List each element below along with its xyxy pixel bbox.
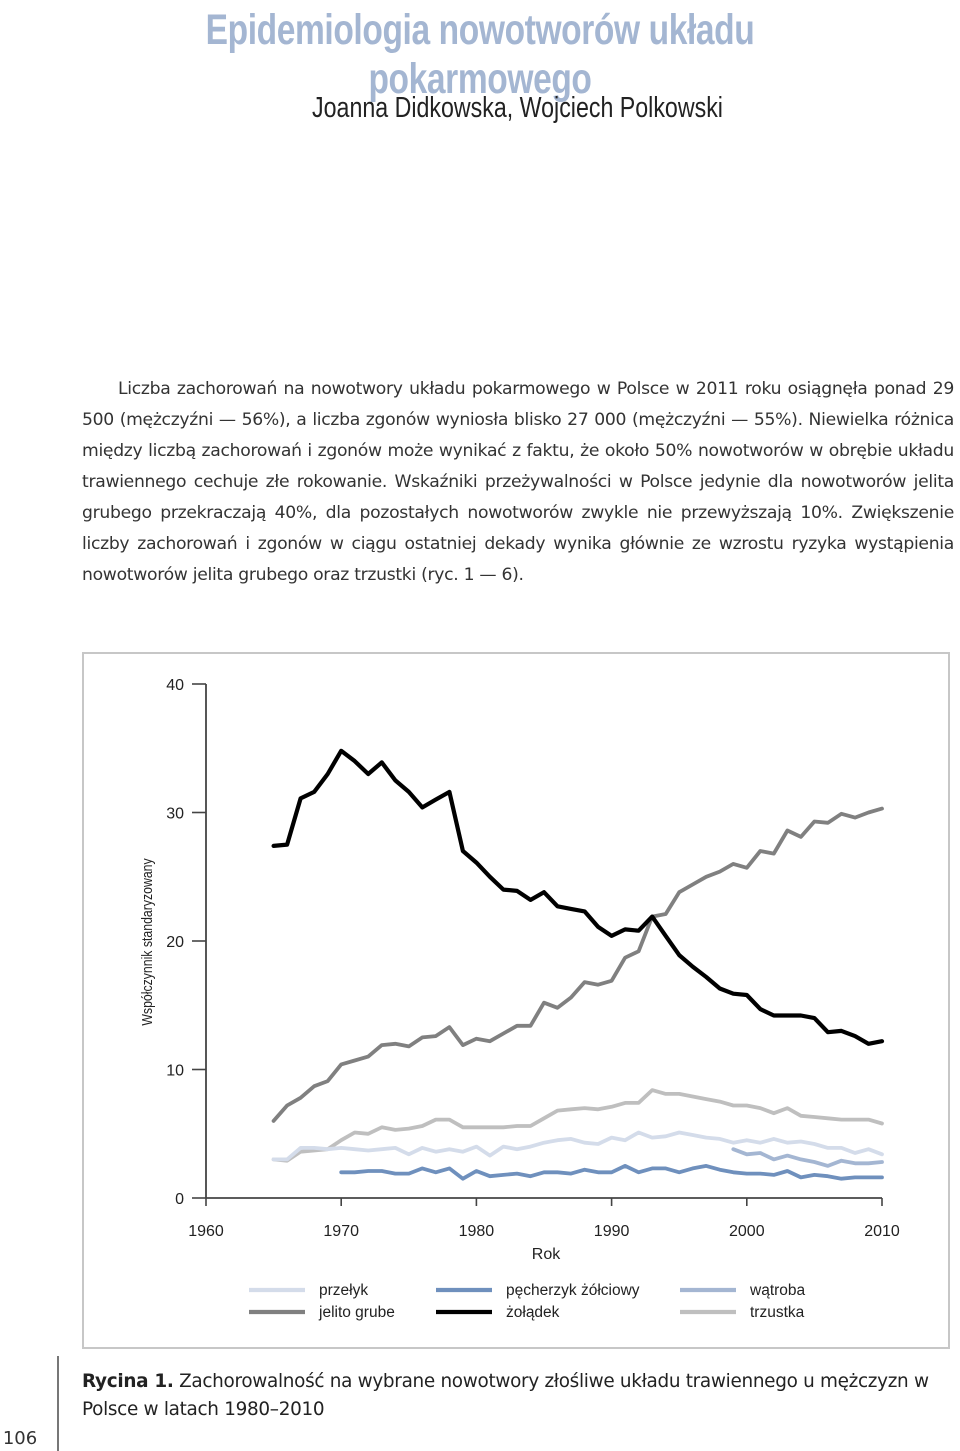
x-tick-label: 1960: [188, 1223, 224, 1240]
y-tick-label: 20: [166, 934, 184, 951]
y-tick-label: 30: [166, 805, 184, 823]
page-number: 106: [2, 1428, 38, 1449]
legend-label: jelito grube: [319, 1304, 395, 1321]
series-line-pęcherzyk-żółciowy: [341, 1166, 882, 1179]
x-tick-label: 2010: [864, 1223, 900, 1240]
series-line-żołądek: [274, 751, 882, 1044]
x-tick-label: 1970: [323, 1223, 359, 1240]
margin-rule: [57, 1356, 59, 1451]
y-tick-label: 0: [175, 1191, 184, 1208]
series-line-jelito-grube: [274, 809, 882, 1121]
caption-label: Rycina 1.: [82, 1371, 174, 1392]
figure-caption: [82, 1368, 942, 1424]
body-paragraph: Liczba zachorowań na nowotwory układu pokarmowego w Polsce w 2011 roku osiągnęła ponad 29 500 (mężczyźni — 56%), a liczba zgonów wyniosła blisko 27 000 (mężczyźni — 55%). Niewielka różnica między liczbą zachorowań i zgonów może wynikać z faktu, że około 50% nowotworów w obrębie układu trawiennego cechuje złe rokowanie. Wskaźniki przeżywalności w Polsce jedynie dla nowotworów jelita grubego przekraczają 40%, dla pozostałych nowotworów zwykle nie przewyższają 10%. Zwiększenie liczby zachorowań i zgonów w ciągu ostatniej dekady wynika głównie ze wzrostu ryzyka wystąpienia nowotworów jelita grubego oraz trzustki (ryc. 1 — 6).: [82, 379, 954, 585]
x-axis-label: Rok: [531, 1246, 561, 1263]
legend-label: wątroba: [750, 1282, 806, 1299]
line-chart: [84, 654, 948, 1347]
caption-text: Zachorowalność na wybrane nowotwory złośliwe układu trawiennego u mężczyzn w Polsce w latach 1980–2010: [82, 1371, 929, 1420]
document-authors: Joanna Didkowska, Wojciech Polkowski: [312, 92, 723, 124]
y-tick-label: 40: [166, 677, 184, 694]
x-tick-label: 1980: [458, 1223, 495, 1240]
legend-label: pęcherzyk żółciowy: [506, 1282, 640, 1299]
legend-label: przełyk: [319, 1282, 369, 1299]
x-tick-label: 2000: [729, 1223, 765, 1240]
legend-label: trzustka: [750, 1304, 805, 1321]
legend-label: żołądek: [506, 1304, 560, 1321]
y-axis-label: Współczynnik standaryzowany: [138, 858, 156, 1026]
y-tick-label: 10: [166, 1062, 184, 1080]
document-title: Epidemiologia nowotworów układu pokarmowego: [205, 6, 755, 103]
figure-frame: [82, 652, 950, 1349]
x-tick-label: 1990: [593, 1223, 630, 1240]
